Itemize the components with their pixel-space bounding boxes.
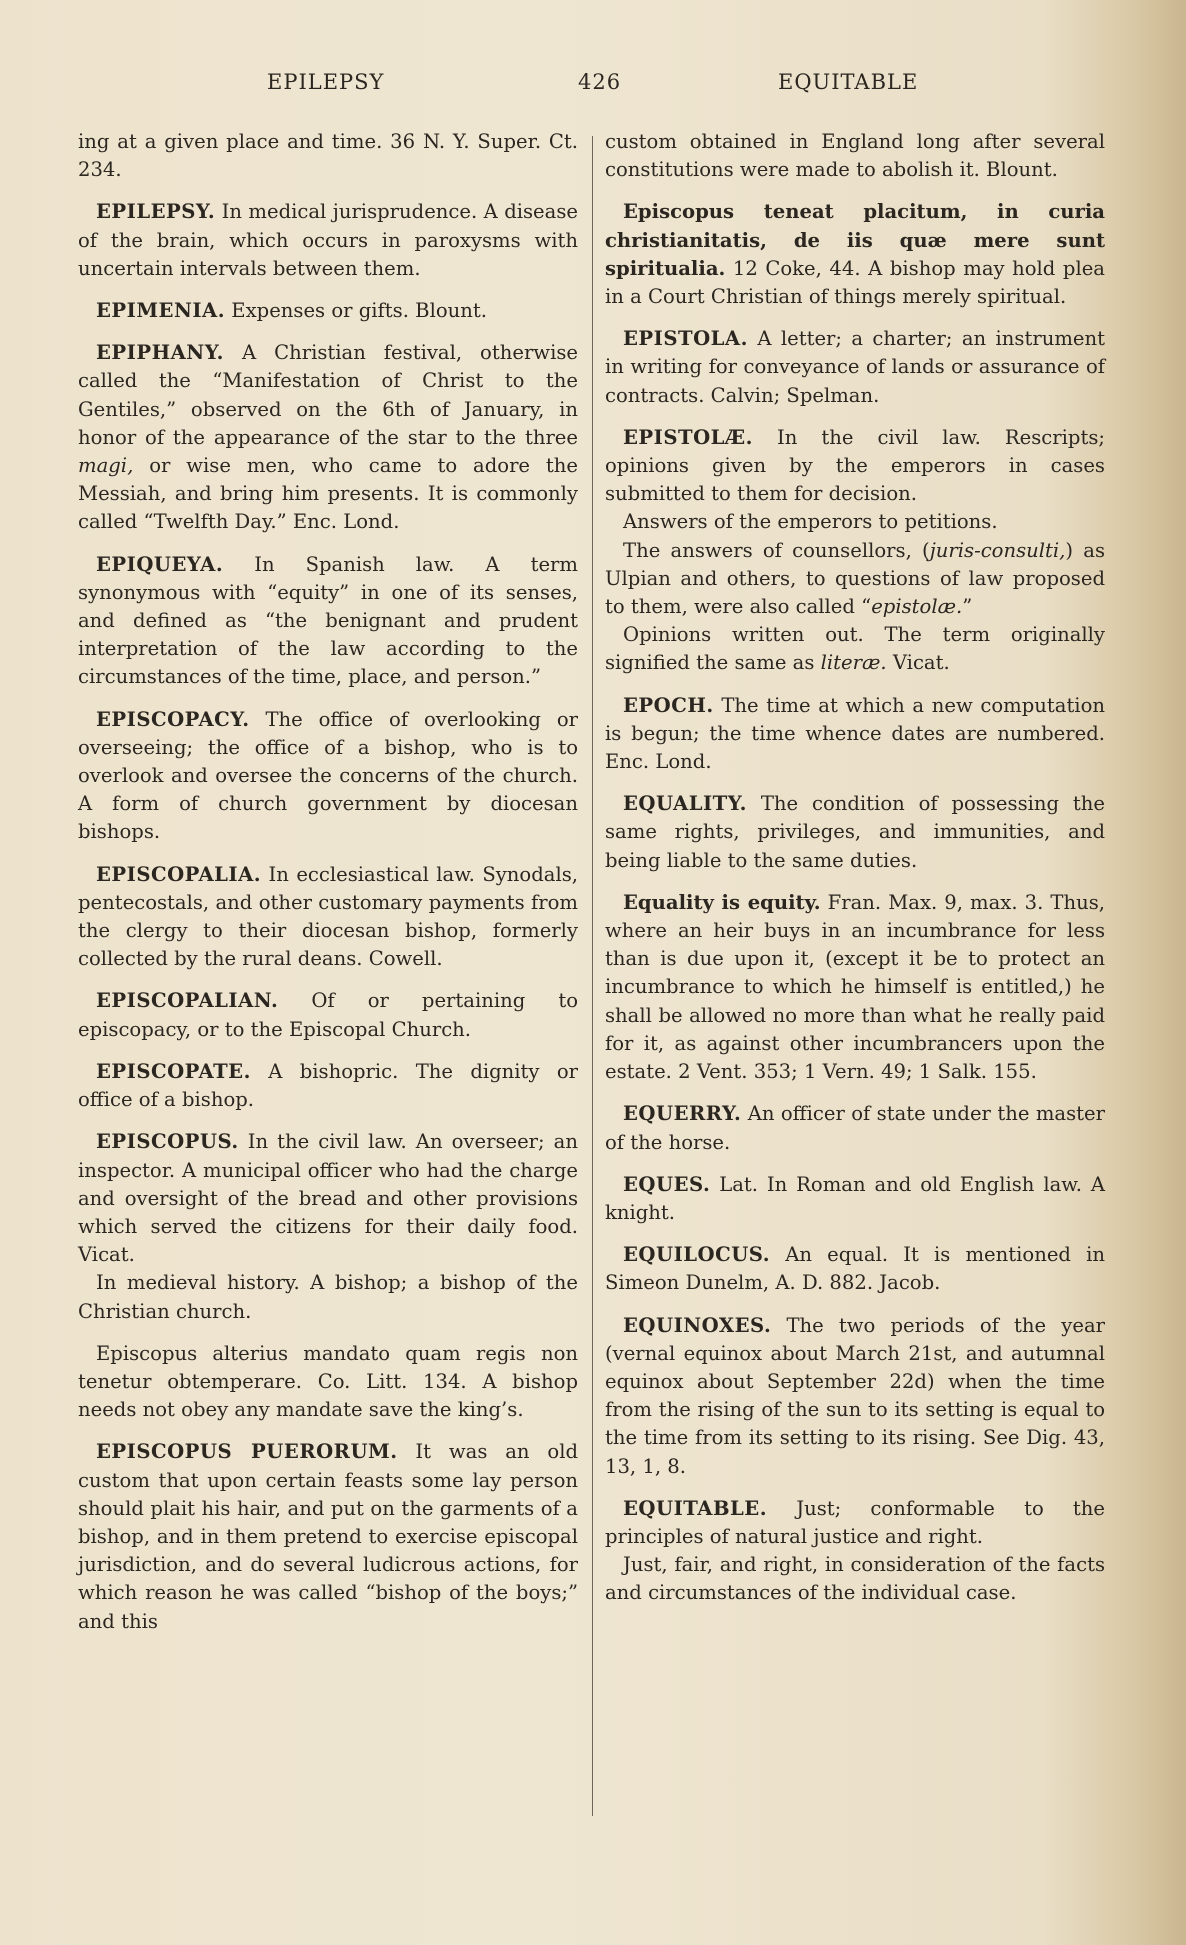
entry-episcopacy	[78, 706, 578, 847]
header-left-guide-word: EPILEPSY	[267, 70, 385, 94]
entry-headword: EPISCOPALIAN.	[96, 989, 279, 1013]
entry-epistolae	[605, 424, 1105, 678]
entry-epimenia	[78, 297, 578, 325]
entry-equinoxes	[605, 1312, 1105, 1481]
entry-headword: EQUINOXES.	[623, 1313, 772, 1337]
entry-text: The time at which a new computation is begun; the time whence dates are numbered. Enc. Lond.	[605, 693, 1105, 774]
entry-headword: EQUES.	[623, 1172, 711, 1196]
entry-headword: EPIMENIA.	[96, 299, 226, 323]
entry-text: In ecclesiastical law. Synodals, pentecostals, and other customary payments from the clergy to their diocesan bishop, formerly collected by the rural deans. Cowell.	[78, 862, 578, 971]
entry-epoch	[605, 692, 1105, 777]
entry-headword: EPISCOPUS PUERORUM.	[96, 1440, 398, 1464]
entry-epistola	[605, 325, 1105, 410]
entry-text: In medieval history. A bishop; a bishop of the Christian church.	[78, 1271, 578, 1323]
entry-text: or wise men, who came to adore the Messiah, and bring him presents. It is commonly called “Twelfth Day.” Enc. Lond.	[78, 454, 579, 534]
entry-text: ing at a given place and time. 36 N. Y. Super. Ct. 234.	[78, 130, 578, 182]
entry-episcopus-puerorum	[78, 1438, 578, 1635]
entry-maxim: Equality is equity.	[623, 890, 821, 914]
entry-episcopate	[78, 1058, 578, 1114]
entry-text: Vicat.	[892, 651, 950, 675]
entry-headword: EPISCOPACY.	[96, 707, 250, 731]
entry-headword: EQUERRY.	[623, 1102, 742, 1126]
entry-text: In medical jurisprudence. A disease of the brain, which occurs in paroxysms with uncertain intervals between them.	[78, 200, 578, 280]
entry-headword: EPISCOPALIA.	[96, 862, 262, 886]
entry-text: Fran. Max. 9, max. 3. Thus, where an heir buys in an incumbrance for less than is due upon it, (except it be to protect an incumbrance to which he himself is entitled,) he shall be allowed no more than what he really paid for it, as against other incumbrancers upon the estate. 2 Vent. 353; 1 Vern. 49; 1 Salk. 155.	[605, 890, 1105, 1084]
entry-epilepsy	[78, 198, 578, 283]
continuation-entry	[605, 128, 1105, 184]
entry-equality-maxim	[605, 889, 1105, 1086]
entry-text: ”	[962, 595, 973, 619]
entry-headword: EPIQUEYA.	[96, 552, 224, 576]
entry-text: The office of overlooking or overseeing; the office of a bishop, who is to overlook and oversee the concerns of the church. A form of church government by diocesan bishops.	[78, 707, 578, 844]
entry-equitable	[605, 1495, 1105, 1608]
entry-text: Co. Litt. 134. A bishop needs not obey any mandate save the king’s.	[78, 1369, 578, 1422]
entry-text: Opinions written out. The term originally signified the same as	[605, 623, 1105, 675]
entry-equilocus	[605, 1241, 1105, 1297]
entry-headword: EPISCOPATE.	[96, 1059, 251, 1083]
entry-headword: EPOCH.	[623, 693, 714, 717]
entry-text: 12 Coke, 44. A bishop may hold plea in a Court Christian of things merely spiritual.	[605, 256, 1105, 309]
column-divider	[592, 136, 593, 1816]
entry-text: custom obtained in England long after several constitutions were made to abolish it. Blount.	[605, 130, 1105, 182]
entry-episcopalian	[78, 987, 578, 1043]
page-number: 426	[578, 70, 622, 94]
right-column	[605, 128, 1105, 1622]
entry-italic-term: literæ.	[820, 651, 887, 675]
entry-text: It was an old custom that upon certain feasts some lay person should plait his hair, and put on the garments of a bishop, and in them pretend to exercise episcopal jurisdiction, and do several ludicrous actions, for which reason he was called “bishop of the boys;” and this	[78, 1440, 579, 1633]
entry-text: An officer of state under the master of the horse.	[605, 1102, 1105, 1154]
entry-episcopus	[78, 1128, 578, 1325]
entry-epiphany	[78, 339, 578, 536]
header-right-guide-word: EQUITABLE	[778, 70, 919, 94]
entry-headword: EPIPHANY.	[96, 341, 224, 365]
entry-italic-term: epistolæ.	[871, 595, 963, 619]
entry-headword: EQUITABLE.	[623, 1496, 768, 1520]
entry-text: A letter; a charter; an instrument in writing for conveyance of lands or assurance of contracts. Calvin; Spelman.	[605, 327, 1105, 407]
entry-headword: EPISCOPUS.	[96, 1130, 239, 1154]
running-header	[0, 70, 1186, 110]
entry-text: The condition of possessing the same rights, privileges, and immunities, and being liable to the same duties.	[605, 792, 1105, 872]
entry-equality	[605, 790, 1105, 875]
entry-text: In the civil law. Rescripts; opinions given by the emperors in cases submitted to them for decision.	[605, 425, 1105, 506]
entry-headword: EPILEPSY.	[96, 200, 216, 224]
entry-text: Answers of the emperors to petitions.	[623, 510, 998, 534]
entry-text: In Spanish law. A term synonymous with “equity” in one of its senses, and defined as “the benignant and prudent interpretation of the law according to the circumstances of the time, place, and person.”	[78, 552, 578, 689]
entry-text: ) as Ulpian and others, to questions of law proposed to them, were also called “	[605, 538, 1105, 619]
entry-episcopus-alterius	[78, 1340, 578, 1425]
entry-equerry	[605, 1100, 1105, 1156]
entry-text: Just; conformable to the principles of natural justice and right.	[605, 1496, 1106, 1548]
entry-text: Just, fair, and right, in consideration of the facts and circumstances of the individual case.	[605, 1553, 1105, 1605]
entry-headword: EPISTOLA.	[623, 327, 748, 351]
entry-text: Lat. In Roman and old English law. A knight.	[605, 1172, 1105, 1224]
left-column	[78, 128, 578, 1650]
entry-headword: EQUILOCUS.	[623, 1243, 771, 1267]
entry-maxim: Episcopus teneat placitum, in curia christianitatis, de iis quæ mere sunt spiritualia.	[605, 200, 1105, 280]
entry-text: A Christian festival, otherwise called the “Manifestation of Christ to the Gentiles,” observed on the 6th of January, in honor of the appearance of the star to the three	[78, 341, 578, 449]
entry-episcopus-teneat	[605, 198, 1105, 311]
entry-maxim: Episcopus alterius mandato quam regis non tenetur obtemperare.	[78, 1341, 578, 1393]
entry-text: Of or pertaining to episcopacy, or to the Episcopal Church.	[78, 989, 578, 1041]
entry-episcopalia	[78, 861, 578, 974]
entry-epiqueya	[78, 551, 578, 692]
entry-eques	[605, 1171, 1105, 1227]
entry-headword: EQUALITY.	[623, 792, 747, 816]
entry-text: Expenses or gifts. Blount.	[231, 299, 487, 323]
entry-text: An equal. It is mentioned in Simeon Dunelm, A. D. 882. Jacob.	[605, 1243, 1105, 1295]
entry-italic-term: magi,	[78, 454, 134, 478]
entry-italic-term: juris-consulti,	[929, 538, 1066, 562]
entry-text: A bishopric. The dignity or office of a bishop.	[78, 1059, 578, 1112]
entry-text: The two periods of the year (vernal equinox about March 21st, and autumnal equinox about September 22d) when the time from the rising of the sun to its setting is equal to the time from its setting to its rising. See Dig. 43, 13, 1, 8.	[605, 1313, 1105, 1478]
entry-headword: EPISTOLÆ.	[623, 425, 753, 449]
entry-text: The answers of counsellors, (	[623, 538, 930, 562]
entry-text: In the civil law. An overseer; an inspector. A municipal officer who had the charge and oversight of the bread and other provisions which served the citizens for their daily food. Vicat.	[78, 1130, 578, 1267]
continuation-entry	[78, 128, 578, 184]
